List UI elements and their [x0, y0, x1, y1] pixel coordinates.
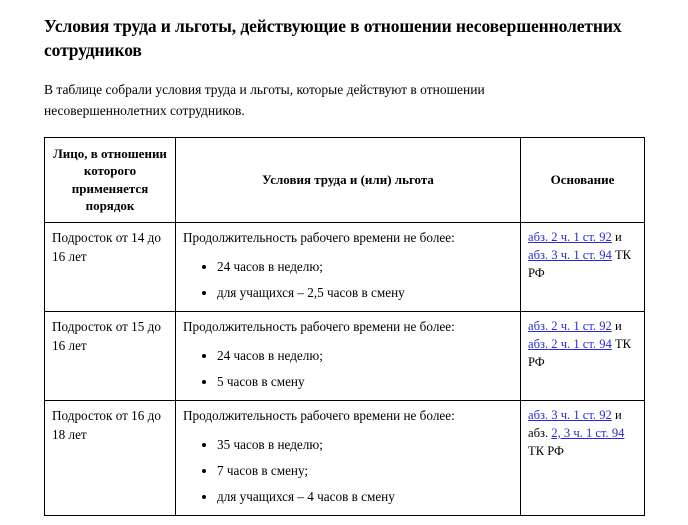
list-item: • 5 часов в смену: [217, 372, 513, 391]
cell-basis: [521, 222, 645, 311]
list-item: • 24 часов в неделю;: [217, 346, 513, 365]
basis-plain-text: и абз.: [528, 408, 622, 440]
basis-plain-text: и: [611, 229, 622, 244]
legal-reference-link[interactable]: абз. 2 ч. 1 ст. 92: [528, 318, 612, 333]
list-item: • 7 часов в смену;: [217, 461, 513, 480]
list-item: • 35 часов в неделю;: [217, 435, 513, 454]
person-text: Подросток от 15 до 16 лет: [52, 318, 161, 353]
page-title: Условия труда и льготы, действующие в отношении несовершеннолетних сотрудников: [44, 16, 622, 61]
conditions-lead: Продолжительность рабочего времени не более:: [183, 408, 455, 423]
conditions-list: [183, 257, 513, 302]
column-header-conditions: Условия труда и (или) льгота: [176, 137, 521, 222]
column-header-person: Лицо, в отношении которого применяется порядок: [45, 137, 176, 222]
cell-basis: [521, 401, 645, 516]
conditions-list: [183, 346, 513, 391]
cell-conditions: [176, 401, 521, 516]
legal-reference-link[interactable]: абз. 3 ч. 1 ст. 94: [528, 247, 612, 262]
person-text: Подросток от 14 до 16 лет: [52, 229, 161, 264]
basis-plain-text: ТК РФ: [528, 443, 564, 458]
legal-reference-link[interactable]: абз. 2 ч. 1 ст. 92: [528, 229, 612, 244]
cell-conditions: [176, 222, 521, 311]
basis-plain-text: ТК РФ: [528, 336, 632, 369]
basis-text: [528, 318, 637, 372]
conditions-lead: Продолжительность рабочего времени не более:: [183, 318, 455, 334]
cell-conditions: [176, 311, 521, 400]
cell-basis: [521, 311, 645, 400]
legal-reference-link[interactable]: абз. 2 ч. 1 ст. 94: [528, 336, 612, 351]
basis-text: [528, 407, 637, 461]
cell-person: [45, 222, 176, 311]
cell-person: [45, 401, 176, 516]
legal-reference-link[interactable]: абз. 3 ч. 1 ст. 92: [528, 408, 612, 422]
basis-text: [528, 229, 637, 283]
conditions-table: [44, 137, 645, 516]
legal-reference-link[interactable]: 2, 3 ч. 1 ст. 94: [551, 425, 625, 440]
column-header-basis: Основание: [521, 137, 645, 222]
list-item: • для учащихся – 4 часов в смену: [217, 487, 513, 506]
table-row: [45, 311, 645, 400]
table-row: [45, 401, 645, 516]
list-item: • для учащихся – 2,5 часов в смену: [217, 283, 513, 302]
table-body: [45, 222, 645, 515]
table-row: [45, 222, 645, 311]
basis-plain-text: ТК РФ: [528, 247, 632, 280]
cell-person: [45, 311, 176, 400]
intro-paragraph: В таблице собрали условия труда и льготы, которые действуют в отношении несовершеннолетних сотрудников.: [44, 82, 485, 118]
conditions-list: [183, 435, 513, 506]
conditions-lead: Продолжительность рабочего времени не более:: [183, 229, 455, 245]
table-header-row: [45, 137, 645, 222]
person-text: Подросток от 16 до 18 лет: [52, 408, 161, 442]
basis-plain-text: и: [611, 318, 622, 333]
list-item: • 24 часов в неделю;: [217, 257, 513, 276]
